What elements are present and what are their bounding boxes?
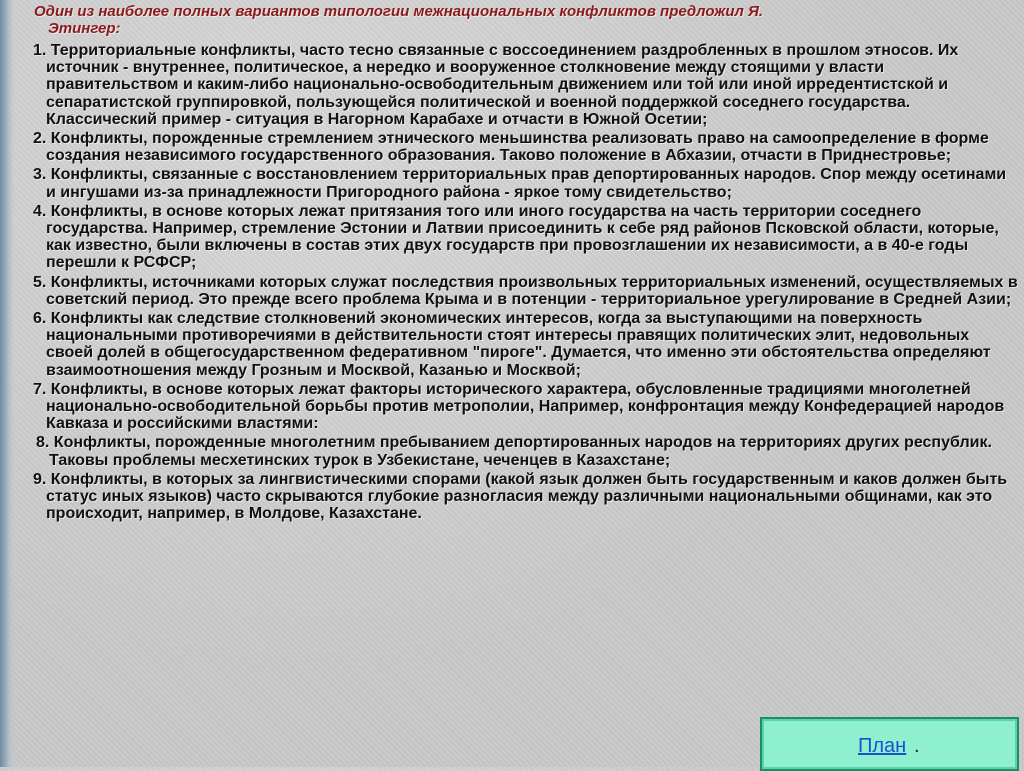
item-text: Конфликты, порожденные стремлением этнического меньшинства реализовать право на самоопределение в форме создания независимого государственного образования. Таково положение в Абхазии, отчасти в Приднестровье;: [46, 130, 989, 165]
item-text: Конфликты, в основе которых лежат факторы исторического характера, обусловленные традициями многолетней национально-освободительной борьбы против метрополии, Например, конфронтация между Конфедерацией народов Кавказа и российскими властями:: [46, 380, 1005, 433]
list-item-8: [33, 434, 1018, 468]
list-item-1: [33, 42, 1018, 128]
slide-heading: [34, 3, 994, 37]
item-number: 5.: [33, 273, 47, 291]
plan-link-period: .: [914, 735, 920, 757]
item-number: 6.: [33, 310, 47, 328]
item-number: 8.: [36, 434, 50, 452]
list-item-6: [33, 310, 1018, 379]
item-text: Территориальные конфликты, часто тесно связанные с воссоединением раздробленных в прошлом этносов. Их источник - внутреннее, политическое, а нередко и вооруженное столкновение между стоящими у власти правительством и каким-либо национально-освободительным движением или той или иной ирредентистской и сепаратистской группировкой, пользующейся политической и военной поддержкой соседнего государства. Классический пример - ситуация в Нагорном Карабахе и отчасти в Южной Осетии;: [46, 42, 959, 128]
list-item-2: [33, 130, 1018, 164]
item-number: 7.: [33, 380, 47, 398]
plan-link[interactable]: План: [858, 735, 907, 757]
item-text: Конфликты как следствие столкновений экономических интересов, когда за выступающими на поверхность национальными противоречиями в действительности стоят интересы правящих политических элит, недовольных своей долей в общегосударственном федеративном "пироге". Думается, что именно эти обстоятельства определяют взаимоотношения между Грозным и Москвой, Казанью и Москвой;: [46, 310, 991, 379]
item-text: Конфликты, порожденные многолетним пребыванием депортированных народов на территориях других республик. Таковы проблемы месхетинских турок в Узбекистане, чеченцев в Казахстане;: [49, 434, 992, 469]
list-item-9: [33, 471, 1018, 523]
item-number: 4.: [33, 202, 47, 220]
list-item-3: [33, 166, 1018, 200]
item-text: Конфликты, в основе которых лежат притязания того или иного государства на часть территории соседнего государства. Например, стремление Эстонии и Латвии присоединить к себе ряд районов Псковской области, которые, как известно, были включены в состав этих двух государств при провозглашении их независимости, а в 40-е годы перешли к РСФСР;: [46, 202, 999, 272]
list-item-4: [33, 203, 1018, 272]
item-number: 2.: [33, 130, 47, 148]
item-number: 3.: [33, 166, 47, 184]
item-number: 1.: [33, 42, 47, 59]
nav-box: [760, 717, 1019, 771]
item-text: Конфликты, в которых за лингвистическими спорами (какой язык должен быть государственным и каков должен быть статус иных языков) часто скрываются глубокие разногласия между различными национальными общинами, как это происходит, например, в Молдове, Казахстане.: [46, 470, 1008, 523]
item-number: 9.: [33, 470, 47, 488]
list-item-7: [33, 381, 1018, 433]
heading-line-1: Один из наиболее полных вариантов типологии межнациональных конфликтов предложил Я.: [34, 3, 764, 20]
item-text: Конфликты, связанные с восстановлением территориальных прав депортированных народов. Спор между осетинами и ингушами из-за принадлежности Пригородного района - яркое тому свидетельство;: [46, 166, 1007, 201]
left-edge-decoration: [0, 0, 14, 767]
list-item-5: [33, 274, 1018, 308]
conflict-list: [33, 42, 1018, 524]
heading-line-2: Этингер:: [48, 20, 121, 37]
item-text: Конфликты, источниками которых служат последствия произвольных территориальных изменений, осуществляемых в советский период. Это прежде всего проблема Крыма и в потенции - территориальное урегулирование в Средней Азии;: [46, 273, 1018, 308]
